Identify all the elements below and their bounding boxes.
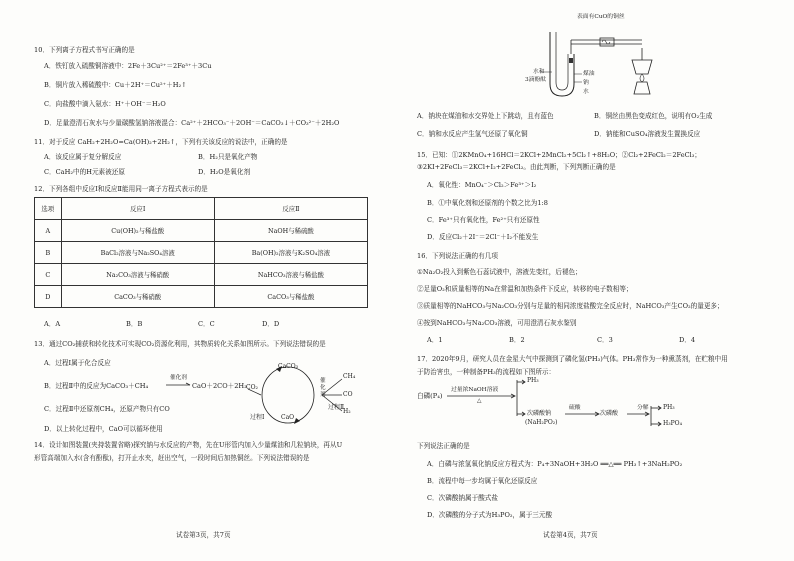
apparatus-water-label-2: 3滴酚酞 [525,77,547,83]
flow-sodium-hypophosphite: 次磷酸钠 [527,410,552,417]
q12-option-c: C．C [198,320,215,328]
q16-statement-3: ③质量相等的NaHCO₃与Na₂CO₃分别与足量的相同浓度盐酸完全反应时，NaHCO₃产生CO₂的量更多； [417,302,724,310]
q11-option-c: C．CaH₂中的H元素被还原 [44,168,125,176]
q17-stem-line2: 于防治害虫，一种制备PH₃的流程如下图所示： [417,368,556,376]
q15-option-c: C．Fe³⁺只有氧化性，Fe²⁺只有还原性 [427,216,540,224]
q10-stem: 10．下列离子方程式书写正确的是 [34,46,135,54]
page-footer-right: 试卷第4页，共7页 [543,531,598,539]
apparatus-kerosene-label: 煤油 [583,71,595,77]
sodium-water-apparatus [522,14,682,104]
q14-option-b: B．铜丝由黑色变成红色，说明有O₂生成 [594,112,713,120]
table-header-cell: 反应Ⅰ [61,198,214,220]
table-header-cell: 反应Ⅱ [214,198,367,220]
flow-product-ph3-2: PH₃ [663,404,675,411]
q12-option-b: B．B [126,320,143,328]
q17-option-b: B．流程中每一步均属于氧化还原反应 [427,477,538,485]
q14-option-c: C．钠和水反应产生氢气还原了氧化铜 [417,130,528,138]
q17-option-d: D．次磷酸的分子式为H₃PO₂，属于三元酸 [427,511,553,519]
q15-stem-line1: 15．已知：①2KMnO₄+16HCl＝2KCl+2MnCl₂+5Cl₂↑+8H₂O；②Cl₂+2FeCl₂＝2FeCl₃； [417,151,702,159]
table-cell: D [35,286,62,308]
q15-option-a: A．氧化性：MnO₄⁻＞Cl₂＞Fe³⁺＞I₂ [427,181,537,189]
table-cell: NaOH与稀硫酸 [214,220,367,242]
q15-option-d: D．反应Cl₂＋2I⁻＝2Cl⁻＋I₂不能发生 [427,233,539,241]
q10-option-d: D．足量澄清石灰水与少量碳酸氢钠溶液混合：Ca²⁺＋2HCO₃⁻＋2OH⁻＝CaCO₃↓＋CO₃²⁻＋2H₂O [44,119,340,127]
cycle-top-caco3: CaCO₃ [278,363,299,370]
table-row [35,242,368,264]
table-row [35,264,368,286]
table-cell: NaHCO₃溶液与稀盐酸 [214,264,367,286]
q13-option-b-left: B．过程Ⅱ中的反应为CaCO₃＋CH₄ [44,382,149,390]
q13-option-b-right: CaO＋2CO＋2H₂ [192,382,247,390]
table-cell: A [35,220,62,242]
cycle-left-label: 过程Ⅰ [250,414,265,421]
flow-hypophosphorous-acid: 次磷酸 [600,410,619,417]
table-cell: Ba(OH)₂溶液与K₂SO₄溶液 [214,242,367,264]
q13-option-c: C．过程Ⅱ中还原剂CH₄，还原产物只有CO [44,405,170,413]
q13-option-a: A．过程Ⅰ属于化合反应 [44,359,111,367]
flow-sulfuric-acid: 硫酸 [569,405,581,411]
q14-stem-line1: 14．设计如图装置(夹持装置省略)探究钠与水反应的产物，先在U形管内加入少量煤油和几粒钠块，再从U [34,441,343,449]
flow-start-white-phosphorus: 白磷(P₄) [417,392,443,400]
q16-option-a: A．1 [427,336,443,344]
apparatus-copper-wire-label: 表面有CuO的铜丝 [577,14,625,20]
table-cell: Cu(OH)₂与稀盐酸 [61,220,214,242]
table-cell: C [35,264,62,286]
flow-product-ph3-1: PH₃ [527,377,539,384]
flow-decompose: 分解 [637,405,649,411]
cycle-bottom-cao: CaO [281,414,295,421]
q10-option-b: B．铜片放入稀硫酸中：Cu＋2H⁺＝Cu²⁺＋H₂↑ [44,81,187,89]
q11-stem: 11．对于反应 CaH₂+2H₂O=Ca(OH)₂+2H₂↑，下列有关该反应的说法中，正确的是 [34,138,288,146]
q17-stem-line1: 17．2020年9月，研究人员在金星大气中探测到了磷化氢(PH₃)气体。PH₃常作为一种熏蒸剂，在贮粮中用 [417,355,728,363]
flow-sodium-hypophosphite-formula: (NaH₂PO₂) [525,419,558,426]
flow-product-h3po4: H₃PO₄ [663,420,682,427]
q10-option-c: C．向盐酸中滴入氨水：H⁺＋OH⁻＝H₂O [44,100,166,108]
table-header-cell: 选项 [35,198,62,220]
cycle-out-ch4: CH₄ [343,373,356,380]
q17-after-text: 下列说法正确的是 [417,442,470,450]
flow-step1-naoh: 过量浓NaOH溶液 [451,387,499,393]
q14-option-a: A．钠块在煤油和水交界处上下跳动，且有蓝色 [417,112,554,120]
cycle-right-label: 过程Ⅱ [328,404,345,411]
q13-option-d: D．以上转化过程中，CaO可以循环使用 [44,425,163,433]
q16-option-d: D．4 [679,336,696,344]
q15-option-b: B．①中氧化剂和还原剂的个数之比为1:8 [427,199,548,207]
q11-option-a: A．该反应属于复分解反应 [44,153,122,161]
q17-option-c: C．次磷酸钠属于酸式盐 [427,494,498,502]
page-footer-left: 试卷第3页，共7页 [176,531,231,539]
q16-stem: 16．下列说法正确的有几项 [417,252,498,260]
table-header-row [35,198,368,220]
q16-option-b: B．2 [509,336,525,344]
q11-option-d: D．H₂O是氧化剂 [198,168,251,176]
q15-stem-line2: ③2KI+2FeCl₃＝2KCl+I₂+2FeCl₂。由此判断，下列判断正确的是 [417,163,616,171]
cycle-in-co2: CO₂ [246,384,258,391]
table-cell: CaCO₃与稀盐酸 [214,286,367,308]
q11-option-b: B．H₂只是氧化产物 [198,153,258,161]
q16-statement-4: ④按到NaHCO₃与Na₂CO₃溶液，可用澄清石灰水鉴别 [417,319,577,327]
q14-option-d: D．钠能和CuSO₄溶液发生置换反应 [594,130,701,138]
cycle-out-co: CO [343,391,353,398]
apparatus-sodium-label: 钠 [583,80,589,86]
table-cell: BaCl₂溶液与Na₂SO₄溶液 [61,242,214,264]
flow-step1-delta: △ [477,398,482,404]
cycle-catalyst-label: 催化剂 [320,378,326,398]
table-row [35,286,368,308]
q14-stem-line2: 形管高端加入水(含有酚酞)，打开止水夹，赶出空气，一段时间后加热铜丝。下列说法错误的是 [34,454,310,462]
apparatus-water-label: 水 [583,89,589,95]
table-cell: B [35,242,62,264]
right-page [397,0,794,561]
q12-stem: 12．下列各组中反应Ⅰ和反应Ⅱ能用同一离子方程式表示的是 [34,185,208,193]
table-cell: Na₂CO₃溶液与稀硝酸 [61,264,214,286]
q16-statement-1: ①Na₂O₂投入到紫色石蕊试液中，溶液先变红，后褪色； [417,268,582,276]
table-cell: CaCO₃与稀硝酸 [61,286,214,308]
q12-table [34,197,368,308]
q13-stem: 13．通过CO₂捕获和转化技术可实现CO₂资源化利用，其物质转化关系如图所示。下列说法错误的是 [34,340,326,348]
q13-option-b-catalyst: 催化剂 [170,375,187,381]
apparatus-water-label-1: 水和 [533,69,545,75]
table-row [35,220,368,242]
q10-option-a: A．铁钉放入硫酸铜溶液中：2Fe＋3Cu²⁺＝2Fe³⁺＋3Cu [44,62,212,70]
q12-option-a: A．A [44,320,61,328]
q16-option-c: C．3 [597,336,613,344]
cycle-out-h2: H₂ [343,408,351,415]
q17-option-a: A．白磷与浓氢氧化钠反应方程式为：P₄+3NaOH+3H₂O ══△══ PH₃↑+3NaH₂PO₂ [427,460,683,468]
q12-option-d: D．D [262,320,280,328]
q13-reaction-arrow [166,383,190,387]
q16-statement-2: ②足量O₂和质量相等的Na在常温和加热条件下反应，转移的电子数相等； [417,285,633,293]
